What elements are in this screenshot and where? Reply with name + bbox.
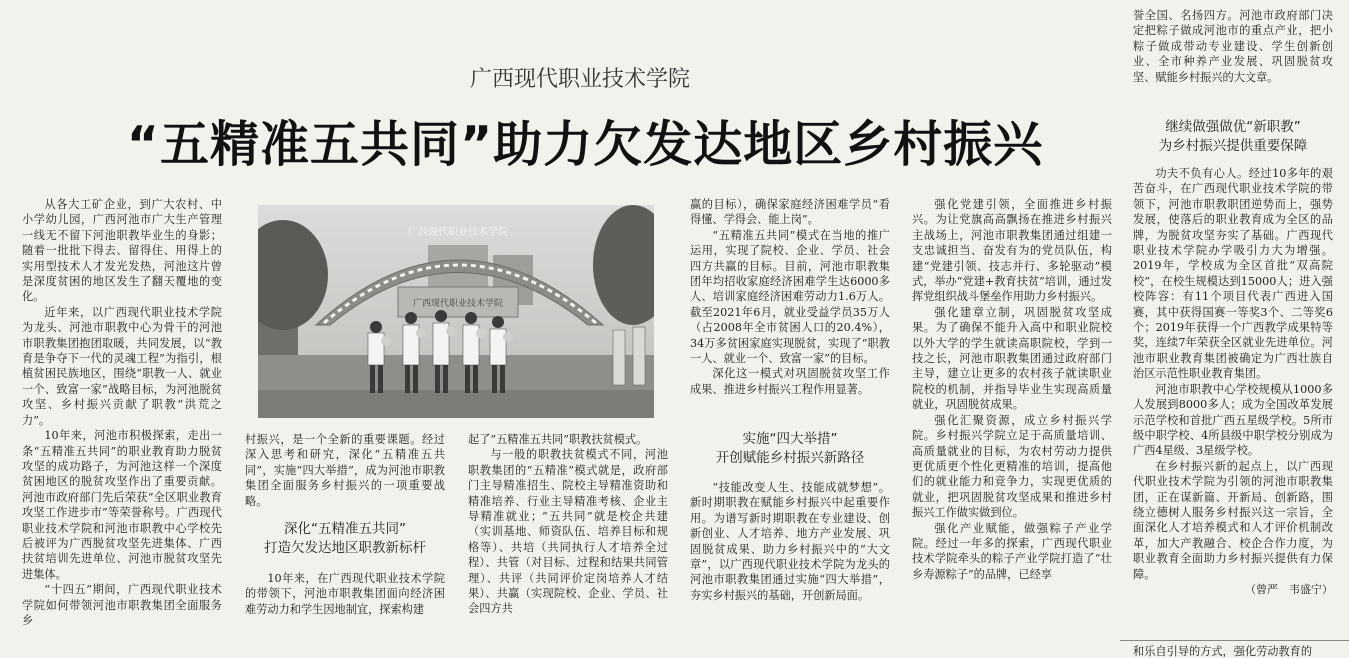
section-subhead: [245, 520, 445, 558]
subhead-line-2: 打造欠发达地区职教新标杆: [264, 540, 426, 556]
kicker-school-name: 广西现代职业技术学院: [469, 67, 690, 92]
paragraph: “十四五”期间，广西现代职业技术学院如何带领河池市职教集团全面服务乡: [22, 583, 222, 627]
paragraph: 赢的目标），确保家庭经济困难学员“看得懂、学得会、能上岗”。: [690, 198, 890, 227]
paragraph: 10年来，在广西现代职业技术学院的带领下，河池市职教集团面向经济困难劳动力和学生因地制宜，探索构建: [245, 572, 445, 616]
paragraph: 近年来，以广西现代职业技术学院为龙头、河池市职教中心为骨干的河池市职教集团抱团取暖，共同发展，以“教育是争夺下一代的灵魂工程”为指引，根植贫困民族地区，围绕“职教一人、就业一个、致富一家”战略目标，为河池脱贫攻坚、乡村振兴贡献了职教“洪荒之力”。: [22, 305, 222, 427]
column-divider: [1120, 640, 1349, 641]
paragraph: 和乐自引导的方式，强化劳动教育的: [1133, 645, 1313, 658]
byline: （曾严 韦盛宁）: [1245, 582, 1333, 596]
section-subhead: [1133, 118, 1333, 156]
photo-graduates-under-arch: [258, 205, 654, 418]
paragraph: 10年来，河池市积极探索，走出一条“五精准五共同”的职业教育助力脱贫攻坚的成功路子，为河池这样一个深度贫困地区的脱贫攻坚作出了重要贡献。河池市政府部门先后荣获“全区职业教育攻坚工作进步市”等荣誉称号。广西现代职业技术学院和河池市职教中心学校先后被评为广西脱贫攻坚先进集体、广西扶贫培训先进单位、河池市脱贫攻坚先进集体。: [22, 429, 222, 581]
subhead-line-1: 实施“四大举措”: [742, 431, 838, 447]
paragraph: 强化产业赋能，做强粽子产业学院。经过一年多的探索，广西现代职业技术学院牵头的粽子产业学院打造了“壮乡寿源粽子”的品牌，已经享: [912, 521, 1112, 581]
paragraph: 在乡村振兴新的起点上，以广西现代职业技术学院为引领的河池市职教集团，正在谋新篇、开新局、创新路，围绕立德树人服务乡村振兴这一宗旨，全面深化人才培养模式和人才评价机制改革，加大产教融合、校企合作力度，为职业教育全面助力乡村振兴提供有力保障。: [1133, 459, 1333, 581]
article-column-5: [912, 197, 1112, 582]
paragraph: “五精准五共同”模式在当地的推广运用，实现了院校、企业、学员、社会四方共赢的目标。目前，河池市职教集团年均招收家庭经济困难学生达6000多人、培训家庭经济困难劳动力1.6万人。截至2021年6月，就业受益学员35万人（占2008年全市贫困人口的20.4%），34万多贫困家庭实现脱贫，实现了“职教一人、就业一个、致富一家”的目标。: [690, 228, 890, 366]
paragraph: “技能改变人生、技能成就梦想”。新时期职教在赋能乡村振兴中起重要作用。为谱写新时期职教在专业建设、创新创业、人才培养、地方产业发展、巩固脱贫成果、助力乡村振兴中的“大文章”，以广西现代职业技术学院为龙头的河池市职教集团通过实施“四大举措”，夯实乡村振兴的基础，开创新局面。: [690, 481, 890, 602]
article-column-6-cont: [1133, 166, 1333, 597]
paragraph: 深化这一模式对巩固脱贫攻坚工作成果、推进乡村振兴工程作用显著。: [690, 367, 890, 396]
paragraph: 誉全国、名扬四方。河池市政府部门决定把粽子做成河池市的重点产业，把小粽子做成带动专业建设、学生创新创业、全市种养产业发展、巩固脱贫攻坚、赋能乡村振兴的大文章。: [1133, 9, 1333, 84]
gate-sign-text: 广西现代职业技术学院: [412, 299, 504, 309]
paragraph: 村振兴，是一个全新的重要课题。经过深入思考和研究，深化“五精准五共同”，实施“四大举措”，成为河池市职教集团全面服务乡村振兴的一项重要战略。: [245, 433, 445, 508]
subhead-line-1: 深化“五精准五共同”: [284, 521, 406, 537]
headline: “五精准五共同”助力欠发达地区乡村振兴: [126, 116, 1044, 173]
subhead-line-2: 为乡村振兴提供重要保障: [1158, 138, 1308, 154]
paragraph: 从各大工矿企业，到广大农村、中小学幼儿园，广西河池市广大生产管理一线无不留下河池职教毕业生的身影；随着一批批下得去、留得住、用得上的实用型技术人才发光发热，河池这片曾是深度贫困的地区发生了翻天覆地的变化。: [22, 198, 222, 304]
subhead-line-2: 开创赋能乡村振兴新路径: [715, 450, 865, 466]
article-column-6: [1133, 8, 1333, 85]
article-column-4-cont: [690, 480, 890, 603]
news-photo: [258, 205, 654, 418]
paragraph: 强化建章立制，巩固脱贫攻坚成果。为了确保不能升入高中和职业院校以外大学的学生就读高职院校，学到一技之长，河池市职教集团通过政府部门主导，建立让更多的农村孩子就读职业院校的机制，并指导毕业生实现高质量就业，巩固脱贫成果。: [912, 305, 1112, 412]
article-column-4: [690, 197, 890, 397]
paragraph: 与一般的职教扶贫模式不同，河池职教集团的“五精准”模式就是，政府部门主导精准招生、院校主导精准资助和精准培养、行业主导精准考核、企业主导精准就业；“五共同”就是校企共建（实训基地、师资队伍、培养目标和规格等）、共培（共同执行人才培养全过程）、共管（对目标、过程和结果共同管理）、共评（共同评价定岗培养人才结果）、共赢（实现院校、企业、学员、社会四方共: [468, 448, 668, 616]
section-subhead: [690, 430, 890, 468]
paragraph: 起了“五精准五共同”职教扶贫模式。: [468, 433, 648, 446]
subhead-line-1: 继续做强做优“新职教”: [1165, 119, 1301, 135]
article-column-2-cont: [245, 571, 445, 617]
article-column-1: [22, 197, 222, 628]
article-column-3: [468, 432, 668, 617]
paragraph: 河池市职教中心学校规模从1000多人发展到8000多人；成为全国改革发展示范学校和首批广西五星级学校。5所市级中职学校、4所县级中职学校分别成为广西4星级、3星级学校。: [1133, 382, 1333, 458]
article-column-2: [245, 432, 445, 509]
paragraph: 强化党建引领，全面推进乡村振兴。为让党旗高高飘扬在推进乡村振兴主战场上，河池市职教集团通过组建一支忠诚担当、奋发有为的党员队伍，构建“党建引领、技志并行、多轮驱动”模式，举办“党建+教育扶贫”培训，通过发挥党组织战斗堡垒作用助力乡村振兴。: [912, 198, 1112, 304]
arch-banner-text: 广西现代职业技术学院: [408, 227, 508, 238]
paragraph: 强化汇聚资源，成立乡村振兴学院。乡村振兴学院立足于高质量培训、高质量就业的目标，为农村劳动力提供更优质更个性化更精准的培训，提高他们的就业能力和竞争力，实现更优质的就业，把巩固脱贫攻坚成果和推进乡村振兴工作做实做到位。: [912, 413, 1112, 520]
paragraph: 功夫不负有心人。经过10多年的艰苦奋斗，在广西现代职业技术学院的带领下，河池市职教职团逆势而上，强势发展，使落后的职业教育成为全区的品牌，为脱贫攻坚夯实了基础。广西现代职业技术学院办学吸引力大为增强。2019年，学校成为全区首批“双高院校”，在校生规模达到15000人；进入强校阵容：有11个项目代表广西进入国赛，其中获得国赛一等奖3个、二等奖6个；2019年获得一个广西教学成果特等奖，连续7年荣获全区就业先进单位。河池市职业教育集团被确定为广西壮族自治区示范性职业教育集团。: [1133, 167, 1333, 381]
